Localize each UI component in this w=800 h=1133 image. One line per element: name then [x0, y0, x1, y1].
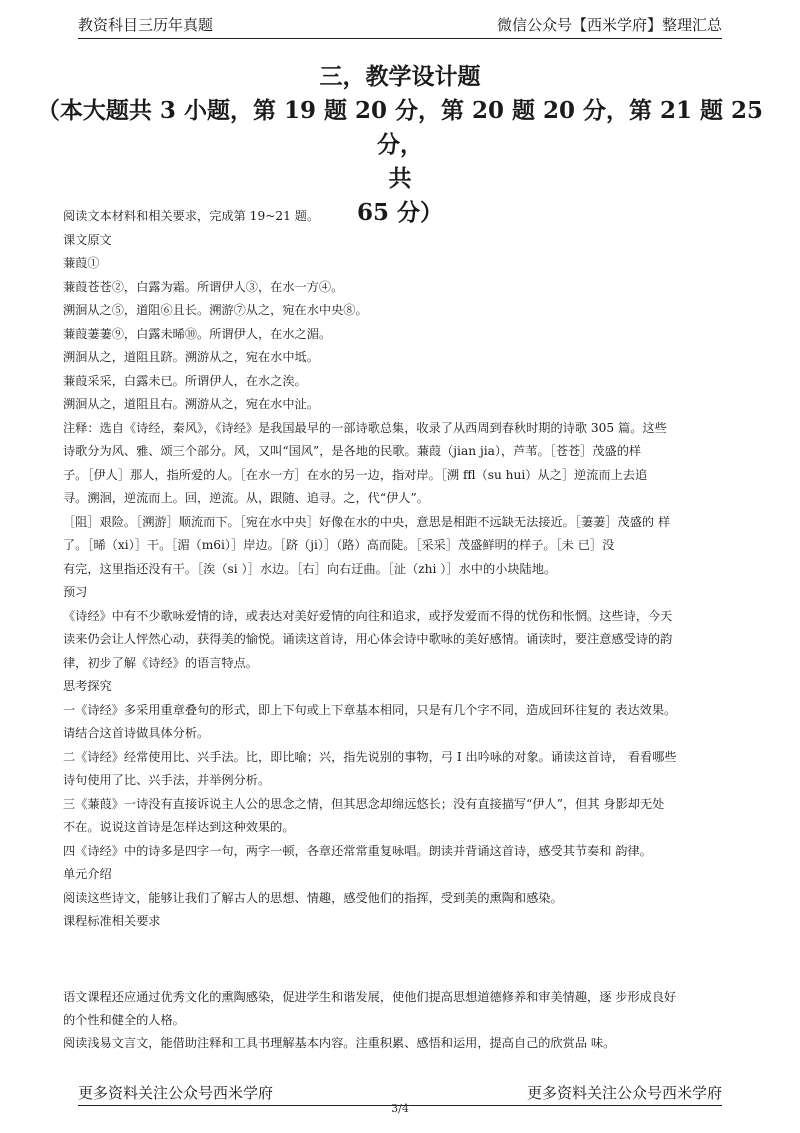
preview-line: 读来仍会让人怦然心动，获得美的愉悦。诵读这首诗，用心体会诗中歌咏的美好感情。诵读时，要注意感受诗的韵 — [63, 632, 673, 646]
title-line-1: 三，教学设计题 — [319, 63, 481, 90]
question-line: 三《蒹葭》一诗没有直接诉说主人公的思念之情，但其思念却绵远悠长；没有直接描写“伊人”，但其 身影却无处 — [63, 796, 665, 811]
question-line: 不在。说说这首诗是怎样达到这种效果的。 — [63, 820, 295, 834]
section-heading: 预习 — [63, 585, 88, 599]
header-left-text: 教资科目三历年真题 — [78, 16, 214, 34]
annotation-line: 有完，这里指还没有干。［涘（si ）］水边。［右］向右迂曲。［沚（zhi ）］水中的小块陆地。 — [63, 561, 557, 576]
section-heading: 思考探究 — [63, 679, 112, 693]
standards-line: 的个性和健全的人格。 — [63, 1013, 185, 1027]
question-line: 诗句使用了比、兴手法，并举例分析。 — [63, 773, 271, 787]
curriculum-standards — [63, 986, 760, 1055]
footer-left-text: 更多资料关注公众号西米学府 — [78, 1084, 274, 1102]
page-number: 3/4 — [391, 1102, 409, 1115]
title-line-2: （本大题共 3 小题，第 19 题 20 分，第 20 题 20 分，第 21 题 25 分， — [36, 97, 764, 158]
page-header — [78, 14, 722, 39]
annotation-line: 了。［晞（xi）］干。［湄（m6i）］岸边。［跻（ji）］（路）高而陡。［采采］茂盛鲜明的样子。［未 已］没 — [63, 538, 615, 552]
standards-line: 阅读浅易文言文，能借助注释和工具书理解基本内容。注重积累、感悟和运用，提高自己的欣赏品 味。 — [63, 1036, 616, 1050]
poem-line: 蒹葭采采，白露未已。所谓伊人，在水之涘。 — [63, 373, 307, 388]
poem-line: 蒹葭苍苍②，白露为霜。所谓伊人③，在水一方④。 — [63, 279, 344, 294]
title-line-4: 65 分） — [356, 199, 443, 226]
annotation-line: 注释：选自《诗经，秦风》，《诗经》是我国最早的一部诗歌总集，收录了从西周到春秋时期的诗歌 305 篇。这些 — [63, 420, 667, 435]
poem-line: 溯洄从之，道阻且右。溯游从之，宛在水中沚。 — [63, 397, 319, 411]
poem-line: 蒹葭萋萋⑨，白露未晞⑩。所谓伊人，在水之湄。 — [63, 326, 332, 341]
section-heading: 单元介绍 — [63, 867, 112, 881]
body-line: 课文原文 — [63, 232, 112, 247]
question-line: 请结合这首诗做具体分析。 — [63, 726, 210, 740]
preview-line: 《诗经》中有不少歌咏爱情的诗，或表达对美好爱情的向往和追求，或抒发爱而不得的忧伤和怅惘。这些诗，今天 — [63, 608, 673, 623]
standards-line: 语文课程还应通过优秀文化的熏陶感染，促进学生和谐发展，使他们提高思想道德修养和审美情趣，逐 步形成良好 — [63, 990, 677, 1004]
section-heading: 课程标准相关要求 — [63, 914, 161, 928]
header-right-text: 微信公众号【西米学府】整理汇总 — [496, 16, 722, 34]
annotation-line: 诗歌分为风、雅、颂三个部分。风，又叫“国风”，是各地的民歌。蒹葭（jian jia），芦苇。［苍苍］茂盛的样 — [63, 444, 642, 458]
footer-right-text: 更多资料关注公众号西米学府 — [526, 1084, 722, 1102]
poem-line: 溯洄从之⑤，道阻⑥且长。溯游⑦从之，宛在水中央⑧。 — [63, 303, 368, 317]
poem-line: 溯洄从之，道阻且跻。溯游从之，宛在水中坻。 — [63, 350, 319, 364]
title-line-3: 共 — [388, 165, 412, 192]
annotation-line: 子。［伊人］那人，指所爱的人。［在水一方］在水的另一边，指对岸。［溯 ffl（su hui）从之］逆流而上去追 — [63, 467, 648, 482]
question-line: 二《诗经》经常使用比、兴手法。比，即比喻；兴，指先说别的事物，弓 I 出吟咏的对象。诵读这首诗， 看看哪些 — [63, 749, 677, 764]
body-line: 阅读文本材料和相关要求，完成第 19~21 题。 — [63, 209, 320, 223]
unit-intro-line: 阅读这些诗文，能够让我们了解古人的思想、情趣，感受他们的指挥，受到美的熏陶和感染。 — [63, 890, 563, 905]
annotation-line: ［阻］艰险。［溯游］顺流而下。［宛在水中央］好像在水的中央，意思是相距不远缺无法接近。［萋萋］茂盛的 样 — [63, 514, 671, 529]
question-line: 一《诗经》多采用重章叠句的形式，即上下句或上下章基本相同，只是有几个字不同，造成回环往复的 表达效果。 — [63, 702, 677, 717]
preview-line: 律，初步了解《诗经》的语言特点。 — [63, 655, 258, 670]
question-body — [63, 205, 760, 934]
annotation-line: 寻。溯洄，逆流而上。回，逆流。从，跟随、追寻。之，代“伊人”。 — [63, 491, 429, 505]
body-line: 蒹葭① — [63, 256, 100, 270]
question-line: 四《诗经》中的诗多是四字一句，两字一顿，各章还常常重复咏唱。朗读并背诵这首诗，感受其节奏和 韵律。 — [63, 843, 652, 858]
